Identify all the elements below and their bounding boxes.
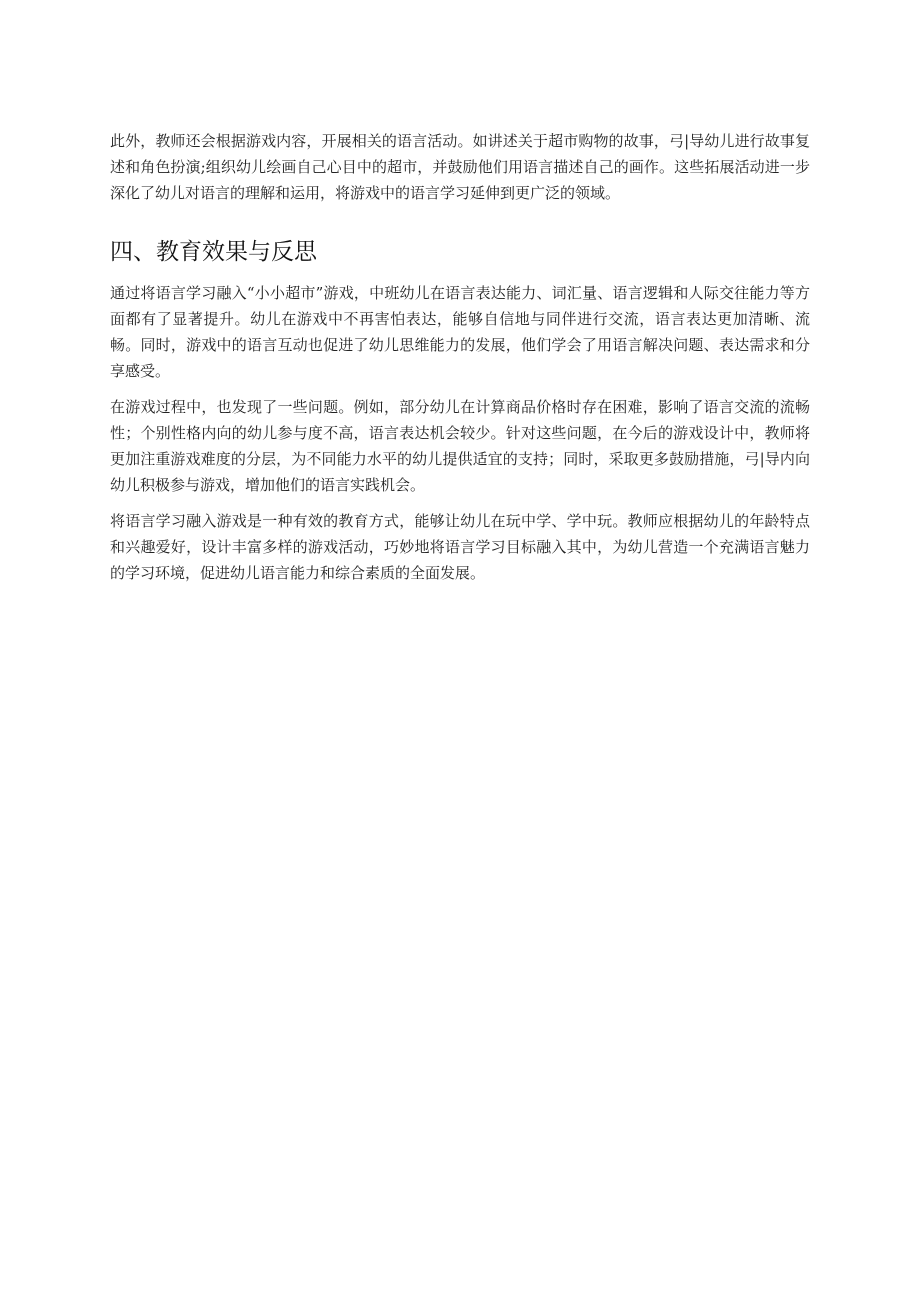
paragraph-conclusion: 将语言学习融入游戏是一种有效的教育方式，能够让幼儿在玩中学、学中玩。教师应根据幼儿的年龄特点和兴趣爱好，设计丰富多样的游戏活动，巧妙地将语言学习目标融入其中，为幼儿营造一个充满语言魅力的学习环境，促进幼儿语言能力和综合素质的全面发展。	[110, 512, 810, 582]
paragraph-effects: 通过将语言学习融入“小小超市”游戏，中班幼儿在语言表达能力、词汇量、语言逻辑和人际交往能力等方面都有了显著提升。幼儿在游戏中不再害怕表达，能够自信地与同伴进行交流，语言表达更加清晰、流畅。同时，游戏中的语言互动也促进了幼儿思维能力的发展，他们学会了用语言解决问题、表达需求和分享感受。	[110, 284, 810, 380]
paragraph-extension-activities: 此外，教师还会根据游戏内容，开展相关的语言活动。如讲述关于超市购物的故事，弓|导幼儿进行故事复述和角色扮演;组织幼儿绘画自己心目中的超市，并鼓励他们用语言描述自己的画作。这些拓展活动进一步深化了幼儿对语言的理解和运用，将游戏中的语言学习延伸到更广泛的领域。	[110, 132, 810, 202]
section-heading: 四、教育效果与反思	[110, 239, 317, 265]
paragraph-problems: 在游戏过程中，也发现了一些问题。例如，部分幼儿在计算商品价格时存在困难，影响了语言交流的流畅性；个别性格内向的幼儿参与度不高，语言表达机会较少。针对这些问题，在今后的游戏设计中，教师将更加注重游戏难度的分层，为不同能力水平的幼儿提供适宜的支持；同时，采取更多鼓励措施，弓|导内向幼儿积极参与游戏，增加他们的语言实践机会。	[110, 398, 810, 494]
document-page	[110, 128, 810, 596]
